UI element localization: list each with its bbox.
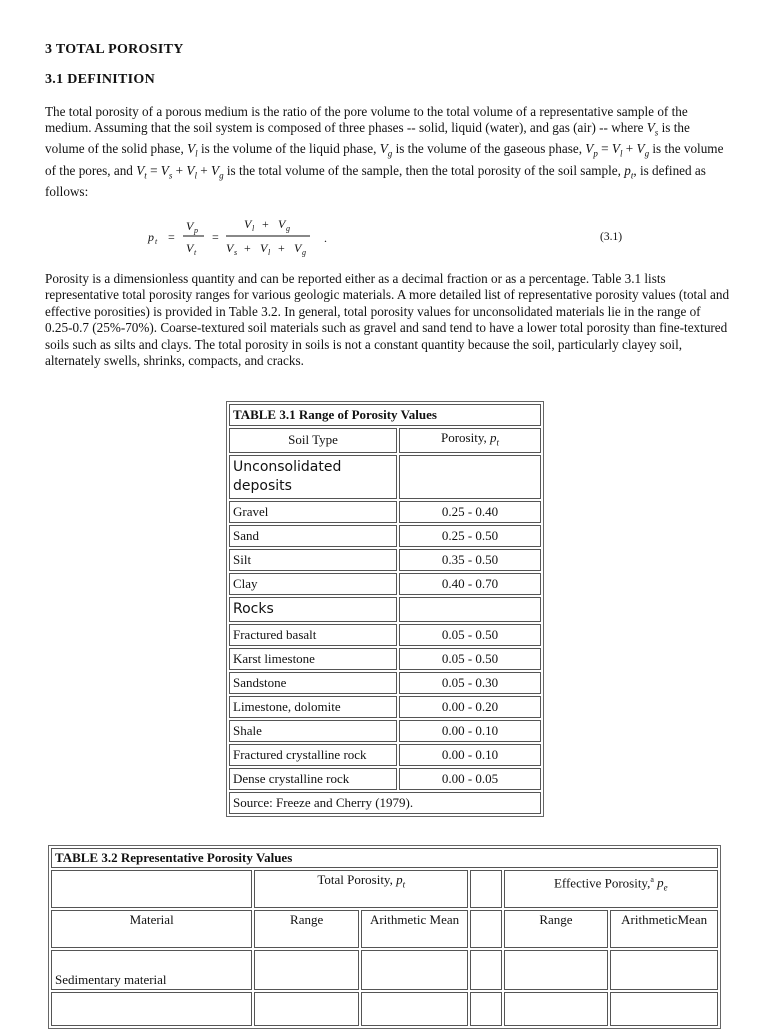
table2-empty-cell xyxy=(361,950,468,990)
porosity-paragraph: Porosity is a dimensionless quantity and can be reported either as a decimal fraction or as a percentage. Table 3.1 lists representative total porosity ranges for various geologic materials. A more detailed list of representative porosity values (total and effective porosities) is provided in Table 3.2. In general, total porosity values for unconsolidated materials lie in the range of 0.25-0.7 (25%-70%). Coarse-textured soil materials such as gravel and sand tend to have a lower total porosity than fine-textured soils such as silts and clays. The total porosity in soils is not a constant quantity because the soil, particularly clayey soil, alternately swells, shrinks, compacts, and cracks. xyxy=(45,271,730,369)
table-row xyxy=(229,624,541,646)
table-row xyxy=(229,573,541,595)
svg-text:+: + xyxy=(278,241,285,255)
svg-text:l: l xyxy=(268,248,271,257)
table1-soil: Fractured crystalline rock xyxy=(229,744,397,766)
svg-text:g: g xyxy=(302,248,306,257)
table1-soil: Silt xyxy=(229,549,397,571)
table1-soil: Sand xyxy=(229,525,397,547)
table1-range: 0.25 - 0.40 xyxy=(399,501,541,523)
table2-row-sedimentary: Sedimentary material xyxy=(51,950,252,990)
table2-empty-cell xyxy=(504,950,609,990)
table-porosity-ranges xyxy=(226,401,544,817)
table1-range: 0.00 - 0.05 xyxy=(399,768,541,790)
table2-header-arith2: ArithmeticMean xyxy=(610,910,718,948)
svg-text:g: g xyxy=(286,224,290,233)
porosity-equation xyxy=(146,212,636,262)
table2-header-range2: Range xyxy=(504,910,609,948)
table1-range: 0.00 - 0.10 xyxy=(399,744,541,766)
table2-empty-cell xyxy=(51,992,252,1026)
table2-empty-cell xyxy=(610,950,718,990)
table1-soil: Sandstone xyxy=(229,672,397,694)
table-row xyxy=(229,720,541,742)
table2-caption: TABLE 3.2 Representative Porosity Values xyxy=(51,848,718,868)
table1-empty-cell xyxy=(399,597,541,622)
table1-range: 0.05 - 0.50 xyxy=(399,648,541,670)
table-row xyxy=(229,549,541,571)
table1-range: 0.05 - 0.30 xyxy=(399,672,541,694)
table-row xyxy=(229,672,541,694)
table-row xyxy=(51,950,718,990)
table2-empty-cell xyxy=(470,950,502,990)
table1-group-unconsolidated: Unconsolidated deposits xyxy=(229,455,397,499)
table1-soil: Gravel xyxy=(229,501,397,523)
section-heading: 3 TOTAL POROSITY xyxy=(45,42,184,57)
table1-header-porosity: Porosity, $p_t$ xyxy=(399,428,541,453)
svg-text:t: t xyxy=(194,248,197,257)
table1-caption: TABLE 3.1 Range of Porosity Values xyxy=(229,404,541,426)
table2-empty-cell xyxy=(51,870,252,908)
svg-text:V: V xyxy=(294,241,302,255)
table1-header-soil: Soil Type xyxy=(229,428,397,453)
svg-text:s: s xyxy=(234,248,238,257)
table2-header-material: Material xyxy=(51,910,252,948)
table2-empty-cell xyxy=(361,992,468,1026)
table1-range: 0.40 - 0.70 xyxy=(399,573,541,595)
svg-text:V: V xyxy=(186,219,194,233)
table1-empty-cell xyxy=(399,455,541,499)
table2-empty-cell xyxy=(504,992,609,1026)
svg-text:p: p xyxy=(194,226,198,235)
table1-soil: Fractured basalt xyxy=(229,624,397,646)
table2-empty-cell xyxy=(470,992,502,1026)
svg-text:+: + xyxy=(244,241,251,255)
svg-text:.: . xyxy=(324,231,327,245)
svg-text:V: V xyxy=(244,217,252,231)
subsection-heading: 3.1 DEFINITION xyxy=(45,72,155,87)
table2-empty-cell xyxy=(470,910,502,948)
table2-header-arith: Arithmetic Mean xyxy=(361,910,468,948)
table2-total-porosity-header: Total Porosity, $p_t$ xyxy=(254,870,468,908)
table1-range: 0.35 - 0.50 xyxy=(399,549,541,571)
table-row xyxy=(229,525,541,547)
table1-range: 0.00 - 0.10 xyxy=(399,720,541,742)
definition-paragraph: The total porosity of a porous medium is the ratio of the pore volume to the total volume of a representative sample of the medium. Assuming that the soil system is composed of three phases -- solid, liquid (water), and gas (air) -- where $V_s$ is the volume of the solid phase, $V_l$ is the volume of the liquid phase, $V_g$ is the volume of the gaseous phase, $V_p = V_l + V_g$ is the volume of the pores, and $V_t = V_s + V_l + V_g$ is the total volume of the sample, then the total porosity of the soil sample, $p_t$, is defined as follows: xyxy=(45,104,724,199)
table1-soil: Limestone, dolomite xyxy=(229,696,397,718)
table1-range: 0.25 - 0.50 xyxy=(399,525,541,547)
table1-range: 0.05 - 0.50 xyxy=(399,624,541,646)
table1-source: Source: Freeze and Cherry (1979). xyxy=(229,792,541,814)
table1-range: 0.00 - 0.20 xyxy=(399,696,541,718)
table1-soil: Shale xyxy=(229,720,397,742)
equation-number: (3.1) xyxy=(600,231,623,243)
svg-text:p: p xyxy=(148,230,154,244)
table2-empty-cell xyxy=(610,992,718,1026)
svg-text:V: V xyxy=(278,217,286,231)
table1-soil: Clay xyxy=(229,573,397,595)
svg-text:=: = xyxy=(212,230,219,244)
table2-empty-cell xyxy=(254,950,359,990)
table-row xyxy=(229,696,541,718)
svg-text:+: + xyxy=(262,217,269,231)
table-row xyxy=(229,768,541,790)
svg-text:=: = xyxy=(168,230,175,244)
table-row xyxy=(51,992,718,1026)
table2-effective-porosity-header: Effective Porosity,$^a$ $p_e$ xyxy=(504,870,718,908)
svg-text:V: V xyxy=(186,241,194,255)
table-row xyxy=(229,648,541,670)
table2-header-range: Range xyxy=(254,910,359,948)
table-row xyxy=(229,501,541,523)
table-row xyxy=(229,744,541,766)
table1-soil: Karst limestone xyxy=(229,648,397,670)
svg-text:V: V xyxy=(260,241,268,255)
table1-soil: Dense crystalline rock xyxy=(229,768,397,790)
table1-group-rocks: Rocks xyxy=(229,597,397,622)
svg-text:l: l xyxy=(252,224,255,233)
svg-text:V: V xyxy=(226,241,234,255)
table2-empty-cell xyxy=(470,870,502,908)
svg-text:t: t xyxy=(155,237,158,246)
table2-empty-cell xyxy=(254,992,359,1026)
table-representative-porosity xyxy=(48,845,721,1029)
